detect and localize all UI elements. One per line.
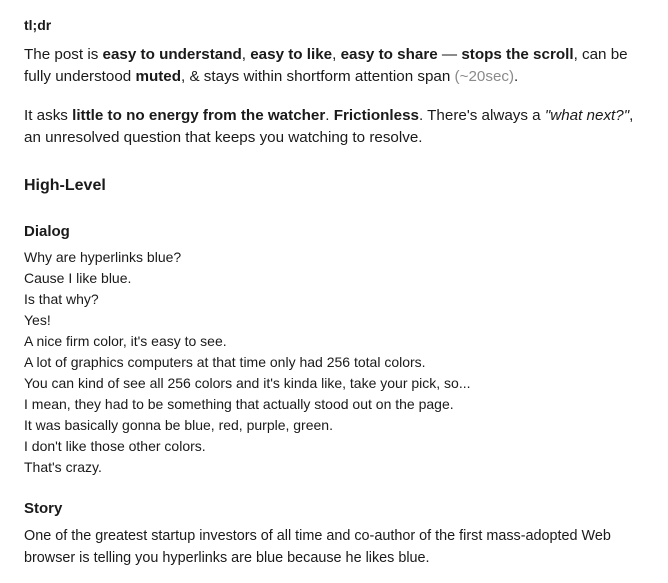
tldr-heading: tl;dr (24, 17, 52, 33)
p1-bold-1: easy to understand (102, 46, 242, 63)
p1-bold-2: easy to like (250, 46, 333, 63)
p2-bold-1: little to no energy from the watcher (72, 107, 326, 124)
p1-bold-3: easy to share (340, 46, 438, 63)
p1-text-5: , can be fully understood (24, 46, 628, 85)
p1-text-4: — (437, 46, 462, 63)
tldr-paragraph-2 (24, 105, 648, 149)
p2-text-1: It asks (24, 107, 73, 124)
dialog-line: A nice firm color, it's easy to see. (24, 333, 227, 349)
p2-text-2: . (325, 107, 334, 124)
p1-text-3: , (332, 46, 341, 63)
story-heading: Story (24, 500, 63, 517)
p1-text-2: , (241, 46, 251, 63)
p2-text-4: , an unresolved question that keeps you watching to resolve. (24, 107, 634, 146)
dialog-line: A lot of graphics computers at that time only had 256 total colors. (24, 354, 426, 370)
dialog-line: Cause I like blue. (24, 270, 132, 286)
dialog-line: I mean, they had to be something that actually stood out on the page. (24, 396, 454, 412)
p1-text-6: , & stays within shortform attention span (181, 68, 455, 85)
dialog-line: Is that why? (24, 291, 99, 307)
p1-bold-4: stops the scroll (461, 46, 574, 63)
p1-text-1: The post is (24, 46, 103, 63)
story-paragraph: One of the greatest startup investors of all time and co-author of the first mass-adopted Web browser is telling you hyperlinks are blue because he likes blue. (24, 528, 611, 566)
dialog-line: Yes! (24, 312, 51, 328)
dialog-lines (24, 247, 648, 478)
p2-text-3: . There's always a (418, 107, 545, 124)
tldr-paragraph-1 (24, 44, 648, 88)
p2-bold-2: Frictionless (333, 107, 419, 124)
dialog-line: You can kind of see all 256 colors and it's kinda like, take your pick, so... (24, 375, 471, 391)
p1-bold-5: muted (135, 68, 182, 85)
dialog-line: Why are hyperlinks blue? (24, 249, 182, 265)
high-level-heading: High-Level (24, 177, 106, 194)
dialog-line: I don't like those other colors. (24, 438, 206, 454)
dialog-line: That's crazy. (24, 459, 102, 475)
p2-italic-1: "what next?" (544, 107, 630, 124)
p1-muted-duration: (~20sec) (454, 68, 515, 85)
p1-text-7: . (514, 68, 519, 85)
dialog-line: It was basically gonna be blue, red, purple, green. (24, 417, 333, 433)
dialog-heading: Dialog (24, 223, 70, 240)
